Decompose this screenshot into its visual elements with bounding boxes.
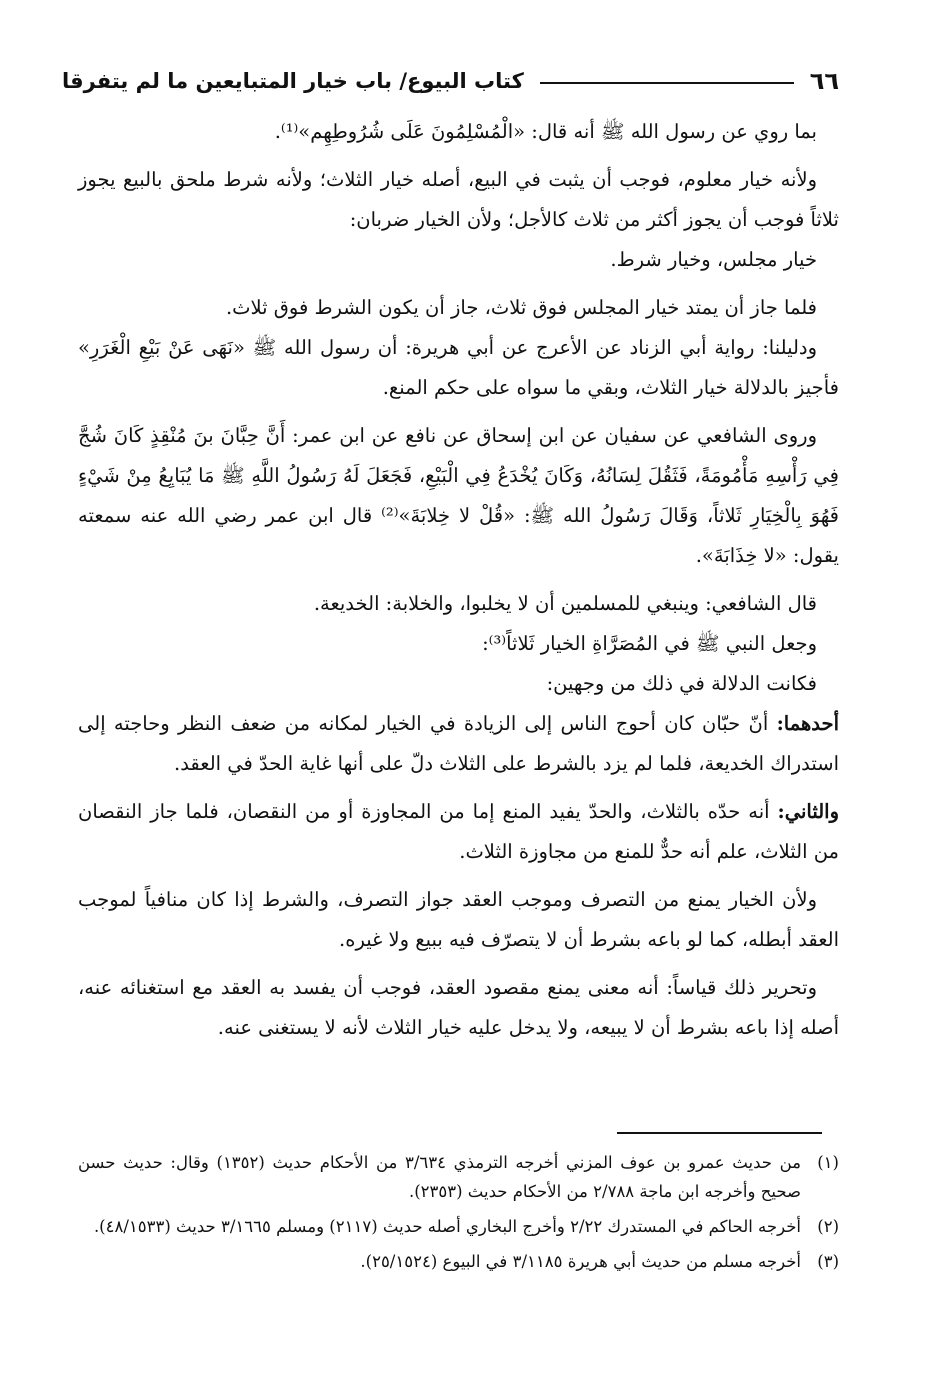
footnote-2 — [78, 1212, 839, 1241]
footnote-text: أخرجه مسلم من حديث أبي هريرة ٣/١١٨٥ في البيوع (٢٥/١٥٢٤). — [360, 1252, 801, 1271]
paragraph-10 — [78, 704, 839, 784]
paragraph-6: وروى الشافعي عن سفيان عن ابن إسحاق عن نافع عن ابن عمر: أَنَّ حِبَّانَ بنَ مُنْقِذٍ كَانَ شُجَّ فِي رَأْسِهِ مَأْمُومَةً، فَثَقُلَ لِسَانُهُ، وَكَانَ يُخْدَعُ فِي الْبَيْعِ، فَجَعَلَ لَهُ رَسُولُ اللَّهِ ﷺ مَا يُبَايِعُ مِنْ شَيْءٍ فَهُوَ بِالْخِيَارِ ثَلاثاً، وَقَالَ رَسُولُ الله ﷺ: «قُلْ لا خِلابَةَ»⁽²⁾ قال ابن عمر رضي الله عنه سمعته يقول: «لا خِذَابَةَ». — [78, 424, 839, 567]
footnote-divider — [617, 1132, 822, 1134]
footnote-number: (١) — [817, 1153, 839, 1172]
paragraph-9: فكانت الدلالة في ذلك من وجهين: — [546, 672, 817, 695]
page-number: ٦٦ — [809, 67, 839, 95]
paragraph-11-lead: والثاني: — [777, 800, 839, 823]
paragraph-11 — [78, 792, 839, 872]
footnote-number: (٢) — [817, 1217, 839, 1236]
paragraph-4: فلما جاز أن يمتد خيار المجلس فوق ثلاث، جاز أن يكون الشرط فوق ثلاث. — [225, 296, 817, 319]
main-text — [78, 112, 839, 1056]
running-title: كتاب البيوع/ باب خيار المتبايعين ما لم يتفرقا — [62, 69, 524, 93]
paragraph-12: ولأن الخيار يمنع من التصرف وموجب العقد جواز التصرف، والشرط إذا كان منافياً لموجب العقد أبطله، كما لو باعه بشرط أن لا يتصرّف فيه ببيع ولا غيره. — [78, 888, 839, 951]
paragraph-10-lead: أحدهما: — [776, 712, 839, 735]
paragraph-11-text: أنه حدّه بالثلاث، والحدّ يفيد المنع إما من المجاوزة أو من النقصان، فلما جاز النقصان من الثلاث، علم أنه حدٌّ للمنع من مجاوزة الثلاث. — [78, 800, 839, 863]
paragraph-1: بما روي عن رسول الله ﷺ أنه قال: «الْمُسْلِمُونَ عَلَى شُرُوطِهِم»⁽¹⁾. — [274, 120, 817, 143]
header-rule — [540, 82, 794, 84]
paragraph-8: وجعل النبي ﷺ في المُصَرَّاةِ الخيار ثَلاثاً⁽³⁾: — [482, 632, 817, 655]
page-header — [62, 62, 839, 100]
footnote-text: من حديث عمرو بن عوف المزني أخرجه الترمذي ٣/٦٣٤ من الأحكام حديث (١٣٥٢) وقال: حديث حسن صحيح وأخرجه ابن ماجة ٢/٧٨٨ من الأحكام حديث (٢٣٥٣). — [78, 1153, 801, 1201]
paragraph-7: قال الشافعي: وينبغي للمسلمين أن لا يخلبوا، والخلابة: الخديعة. — [313, 592, 817, 615]
footnotes — [78, 1148, 839, 1282]
paragraph-2: ولأنه خيار معلوم، فوجب أن يثبت في البيع، أصله خيار الثلاث؛ ولأنه شرط ملحق بالبيع يجوز ثلاثاً فوجب أن يجوز أكثر من ثلاث كالأجل؛ ولأن الخيار ضربان: — [78, 168, 839, 231]
paragraph-5: ودليلنا: رواية أبي الزناد عن الأعرج عن أبي هريرة: أن رسول الله ﷺ «نَهَى عَنْ بَيْعِ الْغَرَرِ» فأجيز بالدلالة خيار الثلاث، وبقي ما سواه على حكم المنع. — [78, 336, 839, 399]
footnote-number: (٣) — [817, 1252, 839, 1271]
paragraph-10-text: أنّ حبّان كان أحوج الناس إلى الزيادة في الخيار لمكانه من ضعف النظر وحاجته إلى استدراك الخديعة، فلما لم يزد بالشرط على الثلاث دلّ على أنها غاية الحدّ في العقد. — [78, 712, 839, 775]
footnote-1 — [78, 1148, 839, 1206]
footnote-3 — [78, 1247, 839, 1276]
paragraph-13: وتحرير ذلك قياساً: أنه معنى يمنع مقصود العقد، فوجب أن يفسد به العقد مع استغنائه عنه، أصله إذا باعه بشرط أن لا يبيعه، ولا يدخل عليه خيار الثلاث لأنه لا يستغنى عنه. — [78, 976, 839, 1039]
footnote-text: أخرجه الحاكم في المستدرك ٢/٢٢ وأخرج البخاري أصله حديث (٢١١٧) ومسلم ٣/١٦٦٥ حديث (٤٨/١٥٣٣). — [93, 1217, 801, 1236]
paragraph-3: خيار مجلس، وخيار شرط. — [610, 248, 817, 271]
